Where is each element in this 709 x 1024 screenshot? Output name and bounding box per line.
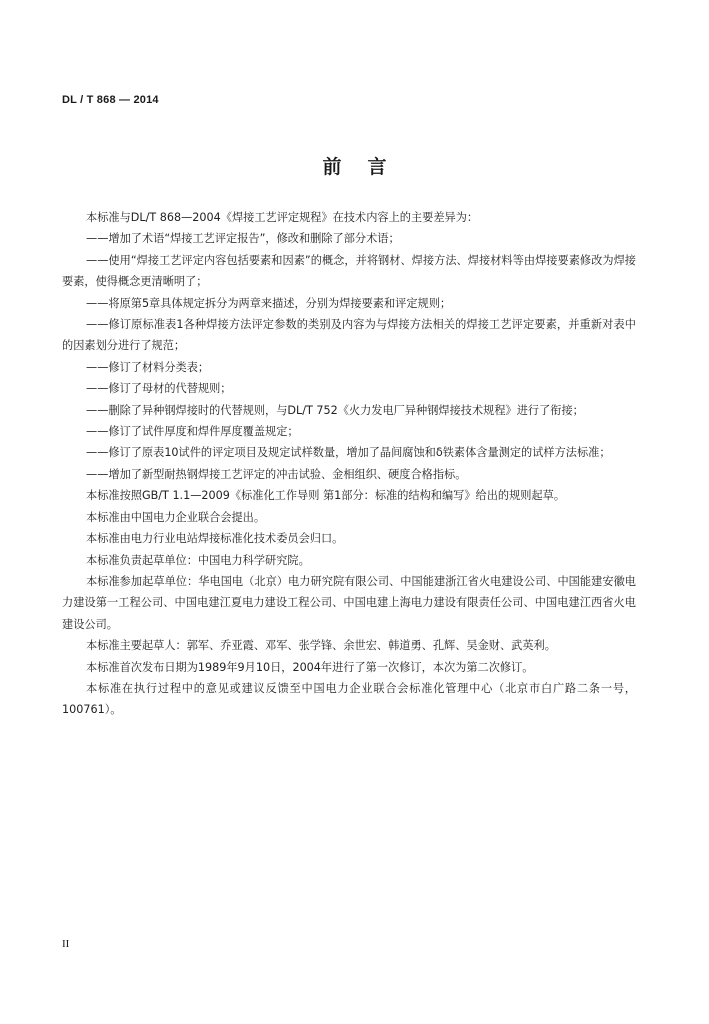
- paragraph: 本标准由电力行业电站焊接标准化技术委员会归口。: [86, 532, 344, 546]
- paragraph: 本标准与DL/T 868—2004《焊接工艺评定规程》在技术内容上的主要差异为：: [86, 211, 479, 224]
- paragraph: ——增加了新型耐热钢焊接工艺评定的冲击试验、金相组织、硬度合格指标。: [86, 467, 467, 481]
- paragraph: 本标准在执行过程中的意见或建议反馈至中国电力企业联合会标准化管理中心（北京市白广路二条一号，100761）。: [62, 681, 636, 717]
- paragraph: 本标准首次发布日期为1989年9月10日，2004年进行了第一次修订，本次为第二次修订。: [86, 660, 534, 674]
- paragraph: ——删除了异种钢焊接时的代替规则，与DL/T 752《火力发电厂异种钢焊接技术规程》进行了衔接；: [86, 403, 584, 417]
- page-number: II: [62, 938, 70, 950]
- paragraph: ——修订了试件厚度和焊件厚度覆盖规定；: [86, 425, 299, 439]
- paragraph: ——修订了材料分类表；: [86, 360, 210, 374]
- paragraph: 本标准主要起草人：郭军、乔亚霞、邓军、张学锋、余世宏、韩道勇、孔辉、吴金财、武英利。: [86, 639, 556, 653]
- paragraph: 本标准由中国电力企业联合会提出。: [86, 510, 266, 524]
- paragraph: ——将原第5章具体规定拆分为两章来描述，分别为焊接要素和评定规则；: [86, 296, 452, 310]
- paragraph: ——使用“焊接工艺评定内容包括要素和因素”的概念，并将钢材、焊接方法、焊接材料等由焊接要素修改为焊接要素，使得概念更清晰明了；: [62, 253, 636, 289]
- paragraph: ——修订了母材的代替规则；: [86, 382, 232, 396]
- paragraph: ——修订原标准表1各种焊接方法评定参数的类别及内容为与焊接方法相关的焊接工艺评定要素，并重新对表中的因素划分进行了规范；: [62, 318, 636, 353]
- paragraph: ——修订了原表10试件的评定项目及规定试样数量，增加了晶间腐蚀和δ铁素体含量测定的试样方法标准；: [86, 446, 611, 460]
- paragraph: 本标准参加起草单位：华电国电（北京）电力研究院有限公司、中国能建浙江省火电建设公司、中国能建安徽电力建设第一工程公司、中国电建江夏电力建设工程公司、中国电建上海电力建设有限责任公司、中国电建江西省火电建设公司。: [62, 574, 636, 631]
- page-title: 前言: [322, 156, 413, 178]
- standard-code: DL / T 868 — 2014: [62, 94, 159, 106]
- paragraph: 本标准负责起草单位：中国电力科学研究院。: [86, 553, 310, 567]
- paragraph: ——增加了术语“焊接工艺评定报告”，修改和删除了部分术语；: [86, 232, 400, 246]
- foreword-body: [62, 207, 636, 721]
- paragraph: 本标准按照GB/T 1.1—2009《标准化工作导则 第1部分：标准的结构和编写》给出的规则起草。: [86, 489, 566, 503]
